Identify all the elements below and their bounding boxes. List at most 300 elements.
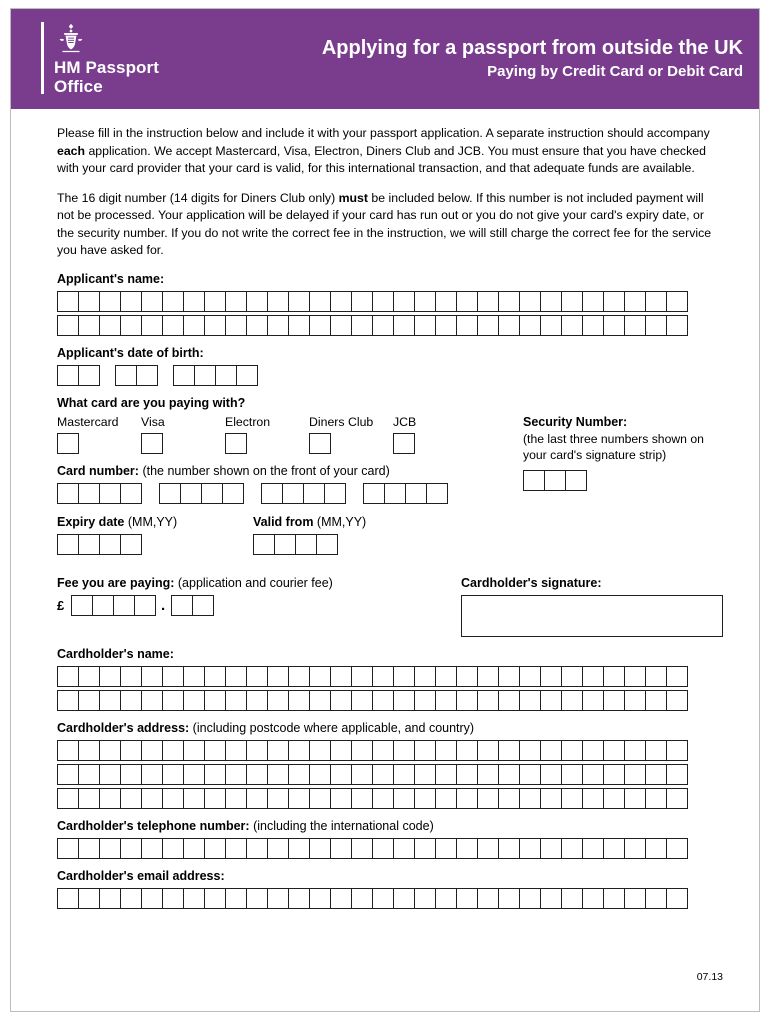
comb-cell[interactable] (225, 666, 247, 687)
comb-cell[interactable] (561, 764, 583, 785)
card-type-checkbox-visa[interactable] (141, 433, 163, 454)
expiry-date-row[interactable] (57, 534, 253, 555)
comb-cell[interactable] (267, 315, 289, 336)
comb-cell[interactable] (120, 888, 142, 909)
comb-cell[interactable] (435, 788, 457, 809)
comb-cell[interactable] (645, 690, 667, 711)
comb-cell[interactable] (141, 888, 163, 909)
comb-cell[interactable] (519, 838, 541, 859)
comb-cell[interactable] (141, 788, 163, 809)
comb-cell[interactable] (645, 291, 667, 312)
comb-cell[interactable] (309, 690, 331, 711)
comb-cell[interactable] (561, 788, 583, 809)
comb-cell[interactable] (225, 315, 247, 336)
comb-cell[interactable] (603, 788, 625, 809)
comb-cell[interactable] (57, 315, 79, 336)
comb-cell[interactable] (330, 838, 352, 859)
comb-cell[interactable] (141, 764, 163, 785)
comb-cell[interactable] (330, 888, 352, 909)
comb-cell[interactable] (204, 666, 226, 687)
comb-cell[interactable] (99, 838, 121, 859)
comb-cell[interactable] (393, 764, 415, 785)
card-number-row[interactable] (57, 483, 513, 504)
comb-cell[interactable] (477, 315, 499, 336)
comb-cell[interactable] (120, 838, 142, 859)
comb-cell[interactable] (582, 315, 604, 336)
card-type-checkbox-mastercard[interactable] (57, 433, 79, 454)
comb-cell[interactable] (624, 764, 646, 785)
comb-cell[interactable] (204, 838, 226, 859)
comb-cell[interactable] (78, 534, 100, 555)
comb-cell[interactable] (57, 740, 79, 761)
cardholder-address-row[interactable] (57, 764, 723, 785)
comb-cell[interactable] (582, 788, 604, 809)
comb-cell[interactable] (159, 483, 181, 504)
comb-cell[interactable] (519, 291, 541, 312)
comb-cell[interactable] (330, 315, 352, 336)
comb-cell[interactable] (267, 291, 289, 312)
comb-cell[interactable] (624, 838, 646, 859)
comb-cell[interactable] (120, 534, 142, 555)
comb-cell[interactable] (414, 690, 436, 711)
cardholder-telephone-row[interactable] (57, 838, 723, 859)
comb-cell[interactable] (120, 315, 142, 336)
comb-cell[interactable] (192, 595, 214, 616)
comb-cell[interactable] (363, 483, 385, 504)
comb-cell[interactable] (246, 838, 268, 859)
comb-cell[interactable] (603, 291, 625, 312)
comb-cell[interactable] (624, 315, 646, 336)
comb-cell[interactable] (99, 764, 121, 785)
comb-cell[interactable] (120, 740, 142, 761)
comb-cell[interactable] (498, 888, 520, 909)
comb-cell[interactable] (666, 315, 688, 336)
comb-cell[interactable] (351, 291, 373, 312)
comb-cell[interactable] (162, 315, 184, 336)
comb-cell[interactable] (222, 483, 244, 504)
comb-cell[interactable] (393, 788, 415, 809)
comb-cell[interactable] (351, 315, 373, 336)
comb-cell[interactable] (603, 315, 625, 336)
comb-cell[interactable] (162, 690, 184, 711)
comb-cell[interactable] (456, 291, 478, 312)
comb-cell[interactable] (477, 838, 499, 859)
comb-cell[interactable] (78, 764, 100, 785)
comb-cell[interactable] (498, 788, 520, 809)
comb-cell[interactable] (624, 740, 646, 761)
comb-cell[interactable] (624, 888, 646, 909)
comb-cell[interactable] (204, 888, 226, 909)
comb-cell[interactable] (435, 838, 457, 859)
comb-cell[interactable] (99, 690, 121, 711)
comb-cell[interactable] (561, 291, 583, 312)
comb-cell[interactable] (236, 365, 258, 386)
comb-cell[interactable] (393, 291, 415, 312)
comb-cell[interactable] (435, 888, 457, 909)
comb-cell[interactable] (645, 888, 667, 909)
comb-cell[interactable] (78, 888, 100, 909)
comb-cell[interactable] (183, 740, 205, 761)
comb-cell[interactable] (519, 764, 541, 785)
comb-cell[interactable] (498, 315, 520, 336)
comb-cell[interactable] (267, 838, 289, 859)
comb-cell[interactable] (372, 838, 394, 859)
comb-cell[interactable] (666, 666, 688, 687)
comb-cell[interactable] (120, 764, 142, 785)
comb-cell[interactable] (295, 534, 317, 555)
comb-cell[interactable] (78, 740, 100, 761)
comb-cell[interactable] (183, 666, 205, 687)
comb-cell[interactable] (141, 838, 163, 859)
comb-cell[interactable] (582, 666, 604, 687)
comb-cell[interactable] (456, 888, 478, 909)
comb-cell[interactable] (498, 764, 520, 785)
comb-cell[interactable] (288, 788, 310, 809)
comb-cell[interactable] (565, 470, 587, 491)
comb-cell[interactable] (288, 666, 310, 687)
comb-cell[interactable] (246, 291, 268, 312)
comb-cell[interactable] (666, 788, 688, 809)
comb-cell[interactable] (666, 838, 688, 859)
comb-cell[interactable] (309, 838, 331, 859)
comb-cell[interactable] (456, 788, 478, 809)
comb-cell[interactable] (540, 315, 562, 336)
comb-cell[interactable] (519, 740, 541, 761)
comb-cell[interactable] (99, 666, 121, 687)
comb-cell[interactable] (666, 764, 688, 785)
comb-cell[interactable] (330, 740, 352, 761)
comb-cell[interactable] (120, 483, 142, 504)
comb-cell[interactable] (288, 764, 310, 785)
comb-cell[interactable] (603, 690, 625, 711)
comb-cell[interactable] (204, 740, 226, 761)
comb-cell[interactable] (57, 888, 79, 909)
comb-cell[interactable] (645, 788, 667, 809)
comb-cell[interactable] (351, 888, 373, 909)
comb-cell[interactable] (393, 690, 415, 711)
comb-cell[interactable] (540, 788, 562, 809)
comb-cell[interactable] (57, 666, 79, 687)
comb-cell[interactable] (99, 534, 121, 555)
comb-cell[interactable] (288, 740, 310, 761)
comb-cell[interactable] (99, 788, 121, 809)
comb-cell[interactable] (136, 365, 158, 386)
comb-cell[interactable] (582, 764, 604, 785)
comb-cell[interactable] (288, 838, 310, 859)
comb-cell[interactable] (393, 666, 415, 687)
comb-cell[interactable] (141, 740, 163, 761)
comb-cell[interactable] (603, 888, 625, 909)
comb-cell[interactable] (414, 888, 436, 909)
comb-cell[interactable] (330, 764, 352, 785)
comb-cell[interactable] (666, 291, 688, 312)
comb-cell[interactable] (78, 483, 100, 504)
comb-cell[interactable] (330, 690, 352, 711)
comb-cell[interactable] (225, 690, 247, 711)
comb-cell[interactable] (351, 788, 373, 809)
comb-cell[interactable] (414, 764, 436, 785)
comb-cell[interactable] (519, 690, 541, 711)
comb-cell[interactable] (372, 764, 394, 785)
comb-cell[interactable] (78, 365, 100, 386)
comb-cell[interactable] (215, 365, 237, 386)
comb-cell[interactable] (261, 483, 283, 504)
comb-cell[interactable] (351, 690, 373, 711)
comb-cell[interactable] (372, 666, 394, 687)
comb-cell[interactable] (582, 888, 604, 909)
comb-cell[interactable] (57, 788, 79, 809)
comb-cell[interactable] (393, 740, 415, 761)
comb-group[interactable] (261, 483, 345, 504)
comb-cell[interactable] (183, 764, 205, 785)
comb-cell[interactable] (456, 838, 478, 859)
comb-cell[interactable] (540, 838, 562, 859)
comb-cell[interactable] (162, 888, 184, 909)
comb-cell[interactable] (393, 838, 415, 859)
comb-group[interactable] (159, 483, 243, 504)
comb-cell[interactable] (99, 740, 121, 761)
card-type-checkbox-jcb[interactable] (393, 433, 415, 454)
comb-cell[interactable] (204, 291, 226, 312)
comb-cell[interactable] (540, 690, 562, 711)
comb-cell[interactable] (141, 666, 163, 687)
comb-cell[interactable] (246, 888, 268, 909)
comb-cell[interactable] (498, 740, 520, 761)
comb-cell[interactable] (384, 483, 406, 504)
comb-cell[interactable] (582, 838, 604, 859)
comb-cell[interactable] (435, 666, 457, 687)
fee-pence-row[interactable] (171, 595, 213, 616)
comb-cell[interactable] (435, 764, 457, 785)
comb-cell[interactable] (624, 291, 646, 312)
comb-cell[interactable] (288, 888, 310, 909)
comb-cell[interactable] (477, 740, 499, 761)
comb-cell[interactable] (120, 690, 142, 711)
comb-cell[interactable] (309, 740, 331, 761)
comb-cell[interactable] (351, 666, 373, 687)
comb-cell[interactable] (246, 666, 268, 687)
comb-cell[interactable] (603, 838, 625, 859)
card-type-checkbox-electron[interactable] (225, 433, 247, 454)
comb-cell[interactable] (99, 291, 121, 312)
comb-cell[interactable] (225, 838, 247, 859)
comb-cell[interactable] (523, 470, 545, 491)
comb-cell[interactable] (57, 534, 79, 555)
comb-group[interactable] (173, 365, 257, 386)
comb-cell[interactable] (624, 690, 646, 711)
comb-cell[interactable] (120, 666, 142, 687)
comb-cell[interactable] (57, 838, 79, 859)
comb-cell[interactable] (309, 666, 331, 687)
comb-cell[interactable] (71, 595, 93, 616)
applicant-name-row-1[interactable] (57, 291, 723, 312)
comb-cell[interactable] (162, 740, 184, 761)
comb-group[interactable] (57, 483, 141, 504)
comb-cell[interactable] (204, 315, 226, 336)
comb-cell[interactable] (645, 838, 667, 859)
comb-cell[interactable] (183, 838, 205, 859)
comb-cell[interactable] (57, 483, 79, 504)
cardholder-name-row-1[interactable] (57, 666, 723, 687)
comb-cell[interactable] (267, 690, 289, 711)
comb-cell[interactable] (57, 764, 79, 785)
comb-cell[interactable] (204, 764, 226, 785)
comb-cell[interactable] (288, 315, 310, 336)
comb-cell[interactable] (540, 888, 562, 909)
comb-cell[interactable] (351, 764, 373, 785)
cardholder-address-row[interactable] (57, 740, 723, 761)
comb-cell[interactable] (561, 838, 583, 859)
comb-cell[interactable] (561, 315, 583, 336)
comb-cell[interactable] (201, 483, 223, 504)
comb-cell[interactable] (57, 291, 79, 312)
cardholder-address-row[interactable] (57, 788, 723, 809)
comb-cell[interactable] (183, 291, 205, 312)
comb-cell[interactable] (99, 483, 121, 504)
comb-cell[interactable] (267, 788, 289, 809)
comb-cell[interactable] (267, 764, 289, 785)
comb-cell[interactable] (645, 764, 667, 785)
comb-cell[interactable] (78, 666, 100, 687)
comb-cell[interactable] (519, 888, 541, 909)
comb-cell[interactable] (225, 788, 247, 809)
comb-cell[interactable] (645, 315, 667, 336)
comb-cell[interactable] (582, 690, 604, 711)
comb-cell[interactable] (246, 740, 268, 761)
comb-cell[interactable] (162, 788, 184, 809)
comb-cell[interactable] (498, 838, 520, 859)
comb-cell[interactable] (393, 888, 415, 909)
comb-cell[interactable] (78, 315, 100, 336)
comb-cell[interactable] (456, 666, 478, 687)
comb-cell[interactable] (477, 666, 499, 687)
comb-cell[interactable] (645, 666, 667, 687)
comb-cell[interactable] (309, 764, 331, 785)
comb-cell[interactable] (309, 888, 331, 909)
comb-cell[interactable] (113, 595, 135, 616)
comb-cell[interactable] (372, 888, 394, 909)
comb-cell[interactable] (120, 291, 142, 312)
comb-cell[interactable] (194, 365, 216, 386)
comb-cell[interactable] (99, 888, 121, 909)
comb-cell[interactable] (561, 666, 583, 687)
comb-cell[interactable] (414, 291, 436, 312)
comb-cell[interactable] (183, 690, 205, 711)
card-type-checkbox-diners-club[interactable] (309, 433, 331, 454)
comb-cell[interactable] (288, 291, 310, 312)
comb-cell[interactable] (477, 888, 499, 909)
comb-cell[interactable] (171, 595, 193, 616)
comb-cell[interactable] (78, 690, 100, 711)
comb-cell[interactable] (183, 888, 205, 909)
valid-from-row[interactable] (253, 534, 513, 555)
comb-cell[interactable] (162, 666, 184, 687)
comb-cell[interactable] (477, 764, 499, 785)
comb-cell[interactable] (78, 291, 100, 312)
comb-cell[interactable] (477, 690, 499, 711)
comb-cell[interactable] (141, 291, 163, 312)
comb-cell[interactable] (78, 788, 100, 809)
comb-cell[interactable] (115, 365, 137, 386)
comb-cell[interactable] (134, 595, 156, 616)
comb-cell[interactable] (351, 740, 373, 761)
comb-cell[interactable] (624, 788, 646, 809)
comb-cell[interactable] (225, 888, 247, 909)
comb-cell[interactable] (183, 315, 205, 336)
comb-cell[interactable] (303, 483, 325, 504)
comb-cell[interactable] (405, 483, 427, 504)
comb-cell[interactable] (316, 534, 338, 555)
comb-cell[interactable] (477, 291, 499, 312)
comb-cell[interactable] (351, 838, 373, 859)
comb-cell[interactable] (426, 483, 448, 504)
comb-cell[interactable] (246, 690, 268, 711)
comb-cell[interactable] (141, 315, 163, 336)
comb-cell[interactable] (330, 788, 352, 809)
comb-cell[interactable] (414, 788, 436, 809)
comb-cell[interactable] (253, 534, 275, 555)
comb-cell[interactable] (288, 690, 310, 711)
comb-cell[interactable] (540, 764, 562, 785)
comb-cell[interactable] (173, 365, 195, 386)
comb-cell[interactable] (603, 740, 625, 761)
comb-cell[interactable] (309, 291, 331, 312)
comb-cell[interactable] (540, 291, 562, 312)
comb-cell[interactable] (57, 365, 79, 386)
comb-cell[interactable] (372, 690, 394, 711)
comb-cell[interactable] (183, 788, 205, 809)
comb-cell[interactable] (92, 595, 114, 616)
comb-cell[interactable] (540, 666, 562, 687)
comb-cell[interactable] (456, 690, 478, 711)
comb-cell[interactable] (393, 315, 415, 336)
comb-cell[interactable] (330, 666, 352, 687)
applicant-dob-row[interactable] (57, 365, 723, 386)
comb-cell[interactable] (414, 838, 436, 859)
comb-cell[interactable] (267, 666, 289, 687)
comb-cell[interactable] (603, 764, 625, 785)
comb-cell[interactable] (78, 838, 100, 859)
comb-cell[interactable] (645, 740, 667, 761)
comb-cell[interactable] (435, 315, 457, 336)
comb-cell[interactable] (435, 291, 457, 312)
comb-cell[interactable] (498, 666, 520, 687)
comb-cell[interactable] (246, 788, 268, 809)
comb-cell[interactable] (456, 315, 478, 336)
comb-group[interactable] (57, 365, 99, 386)
comb-cell[interactable] (141, 690, 163, 711)
comb-cell[interactable] (666, 690, 688, 711)
comb-cell[interactable] (282, 483, 304, 504)
comb-cell[interactable] (309, 315, 331, 336)
security-number-row[interactable] (523, 470, 723, 491)
comb-cell[interactable] (204, 690, 226, 711)
comb-cell[interactable] (603, 666, 625, 687)
comb-cell[interactable] (274, 534, 296, 555)
comb-cell[interactable] (372, 291, 394, 312)
comb-cell[interactable] (180, 483, 202, 504)
comb-cell[interactable] (414, 740, 436, 761)
card-type-checkboxes[interactable] (57, 433, 513, 454)
comb-cell[interactable] (162, 764, 184, 785)
comb-cell[interactable] (414, 315, 436, 336)
comb-cell[interactable] (246, 764, 268, 785)
comb-cell[interactable] (456, 740, 478, 761)
comb-cell[interactable] (519, 788, 541, 809)
comb-cell[interactable] (561, 888, 583, 909)
applicant-name-row-2[interactable] (57, 315, 723, 336)
comb-cell[interactable] (120, 788, 142, 809)
